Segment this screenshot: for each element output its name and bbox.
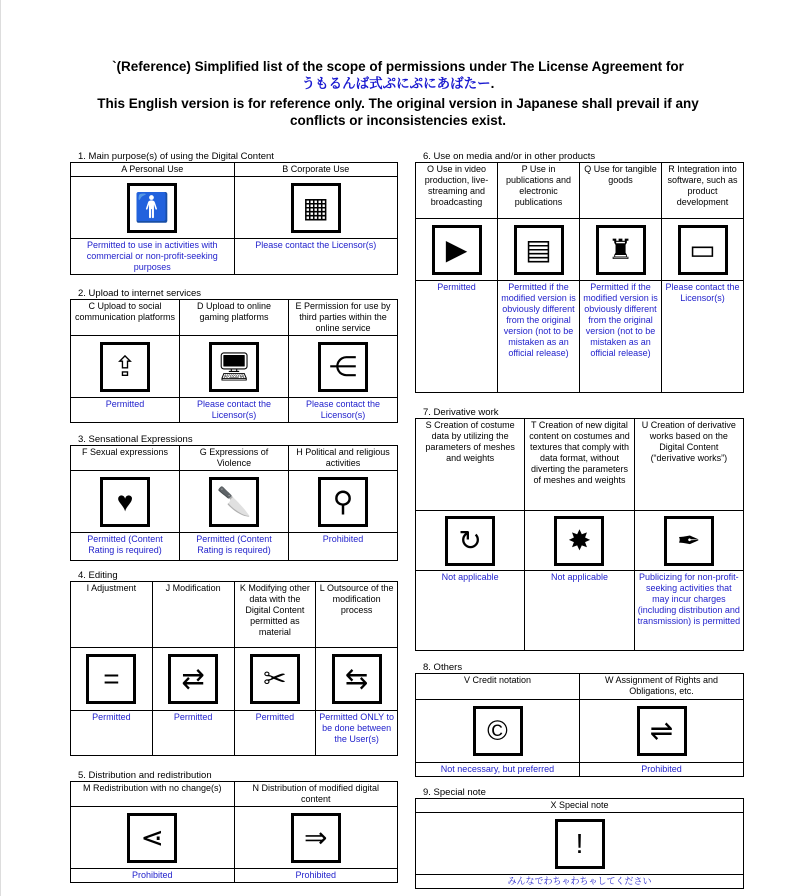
permission-result: Permitted <box>234 711 316 756</box>
icon-cell <box>234 807 398 869</box>
building-icon <box>291 183 341 233</box>
figure-goods-icon <box>596 225 646 275</box>
exclamation-icon-glyph: ! <box>575 827 584 859</box>
adjust-icon-glyph: = <box>103 663 120 694</box>
permission-result: Permitted ONLY to be done between the User(s) <box>316 711 398 756</box>
permission-result: Permitted to use in activities with commercial or non-profit-seeking purposes <box>71 239 235 275</box>
permission-header: J Modification <box>152 582 234 648</box>
share-folder-icon <box>127 813 177 863</box>
icon-cell <box>71 807 235 869</box>
icon-cell <box>662 219 744 281</box>
row-icon <box>71 336 398 398</box>
section-4 <box>70 570 398 756</box>
row-icon <box>71 471 398 533</box>
video-play-icon <box>432 225 482 275</box>
permission-header: G Expressions of Violence <box>180 446 289 471</box>
transfer-icon <box>637 706 687 756</box>
icon-cell <box>289 336 398 398</box>
row-header <box>71 300 398 336</box>
product-name: うもるんば式ぷにぷにあばたー <box>301 76 491 91</box>
exclamation-icon <box>555 819 605 869</box>
row-icon <box>416 700 744 763</box>
icon-cell <box>234 648 316 711</box>
video-play-icon-glyph: ▶ <box>445 233 468 265</box>
icon-cell <box>416 700 580 763</box>
icon-cell <box>71 471 180 533</box>
icon-cell <box>180 471 289 533</box>
row-result <box>71 239 398 275</box>
icon-cell <box>71 177 235 239</box>
section-9 <box>415 787 744 889</box>
modify-icon <box>168 654 218 704</box>
row-header <box>71 782 398 807</box>
title-line-1: `(Reference) Simplified list of the scope of permissions under The License Agreement for <box>112 59 684 74</box>
icon-cell <box>634 511 743 571</box>
permission-header: P Use in publications and electronic publications <box>498 163 580 219</box>
row-result <box>416 281 744 393</box>
icon-cell <box>416 511 525 571</box>
icon-cell <box>416 813 744 875</box>
permissions-table <box>415 798 744 889</box>
row-icon <box>71 648 398 711</box>
permission-header: H Political and religious activities <box>289 446 398 471</box>
permission-header: S Creation of costume data by utilizing the parameters of meshes and weights <box>416 419 525 511</box>
upload-monitor-icon-glyph: 🖥 <box>216 350 252 382</box>
permission-result: Prohibited <box>234 869 398 883</box>
outsource-icon-glyph: ⇆ <box>344 663 369 694</box>
share-users-icon-glyph: ⋲ <box>329 350 357 382</box>
row-result <box>416 763 744 777</box>
section-2 <box>70 288 398 423</box>
document-icon-glyph: ▤ <box>525 233 552 265</box>
permissions-table <box>70 781 398 883</box>
section-label: 7. Derivative work <box>423 407 499 418</box>
row-result <box>71 711 398 756</box>
section-8 <box>415 662 744 777</box>
icon-cell <box>71 336 180 398</box>
permission-header: V Credit notation <box>416 674 580 700</box>
permission-result: Not necessary, but preferred <box>416 763 580 777</box>
permission-header: I Adjustment <box>71 582 153 648</box>
permission-result: Prohibited <box>580 763 744 777</box>
permission-header: M Redistribution with no change(s) <box>71 782 235 807</box>
permission-header: R Integration into software, such as product development <box>662 163 744 219</box>
texture-icon <box>554 516 604 566</box>
section-label: 4. Editing <box>78 570 118 581</box>
permission-result: Please contact the Licensor(s) <box>234 239 398 275</box>
upload-monitor-icon <box>209 342 259 392</box>
permission-header: B Corporate Use <box>234 163 398 177</box>
row-result <box>416 571 744 651</box>
row-result <box>71 869 398 883</box>
permission-result: Prohibited <box>289 533 398 561</box>
row-header <box>416 163 744 219</box>
icon-cell <box>71 648 153 711</box>
permissions-table <box>415 162 744 393</box>
transfer-icon-glyph: ⇌ <box>649 715 674 746</box>
section-1 <box>70 151 398 275</box>
permission-result: Not applicable <box>525 571 634 651</box>
material-icon <box>250 654 300 704</box>
icon-cell <box>498 219 580 281</box>
permission-header: A Personal Use <box>71 163 235 177</box>
permission-result: Please contact the Licensor(s) <box>180 398 289 423</box>
icon-cell <box>416 219 498 281</box>
row-header <box>71 582 398 648</box>
permission-header: T Creation of new digital content on costumes and textures that comply with data format, without diverting the parameters of meshes and weights <box>525 419 634 511</box>
permission-header: C Upload to social communication platforms <box>71 300 180 336</box>
permission-result: Publicizing for non-profit-seeking activities that may incur charges (including distribution and transmission) is permitted <box>634 571 743 651</box>
software-window-icon-glyph: ▭ <box>689 233 716 265</box>
upload-avatar-icon <box>100 342 150 392</box>
permission-result: Permitted <box>152 711 234 756</box>
permission-result: Please contact the Licensor(s) <box>289 398 398 423</box>
permission-header: F Sexual expressions <box>71 446 180 471</box>
section-label: 9. Special note <box>423 787 486 798</box>
section-6 <box>415 151 744 393</box>
section-label: 6. Use on media and/or in other products <box>423 151 596 162</box>
row-header <box>416 799 744 813</box>
knife-icon <box>209 477 259 527</box>
copyright-icon <box>473 706 523 756</box>
permissions-table <box>70 445 398 561</box>
icon-cell <box>525 511 634 571</box>
software-window-icon <box>678 225 728 275</box>
document-icon <box>514 225 564 275</box>
permissions-table <box>70 581 398 756</box>
permission-result: Permitted (Content Rating is required) <box>71 533 180 561</box>
permission-result: Permitted <box>71 398 180 423</box>
section-7 <box>415 407 744 651</box>
podium-icon-glyph: ⚲ <box>332 485 354 517</box>
permission-header: X Special note <box>416 799 744 813</box>
permission-result: Prohibited <box>71 869 235 883</box>
share-users-icon <box>318 342 368 392</box>
row-header <box>71 446 398 471</box>
icon-cell <box>180 336 289 398</box>
section-label: 2. Upload to internet services <box>78 288 202 299</box>
row-icon <box>416 813 744 875</box>
row-icon <box>416 219 744 281</box>
section-label: 8. Others <box>423 662 463 673</box>
costume-icon <box>445 516 495 566</box>
row-icon <box>416 511 744 571</box>
permission-header: L Outsource of the modification process <box>316 582 398 648</box>
row-result <box>416 875 744 889</box>
row-result <box>71 398 398 423</box>
icon-cell <box>580 700 744 763</box>
building-icon-glyph: ▦ <box>302 191 329 223</box>
section-5 <box>70 770 398 883</box>
permission-header: Q Use for tangible goods <box>580 163 662 219</box>
row-icon <box>71 177 398 239</box>
hearts-icon <box>100 477 150 527</box>
title-period: . <box>490 76 495 91</box>
row-header <box>71 163 398 177</box>
row-header <box>416 674 744 700</box>
permissions-table <box>415 673 744 777</box>
texture-icon-glyph: ✸ <box>567 524 592 556</box>
outsource-icon <box>332 654 382 704</box>
section-label: 5. Distribution and redistribution <box>78 770 212 781</box>
material-icon-glyph: ✂ <box>263 663 287 694</box>
adjust-icon <box>86 654 136 704</box>
section-3 <box>70 434 398 561</box>
share-folder-icon-glyph: ⋖ <box>140 821 164 853</box>
podium-icon <box>318 477 368 527</box>
permission-result: みんなでわちゃわちゃしてください <box>416 875 744 889</box>
permission-header: U Creation of derivative works based on the Digital Content (“derivative works”) <box>634 419 743 511</box>
permissions-table <box>70 162 398 275</box>
title-line-2 <box>41 75 755 92</box>
row-header <box>416 419 744 511</box>
modify-icon-glyph: ⇄ <box>181 663 205 694</box>
icon-cell <box>316 648 398 711</box>
permissions-table <box>415 418 744 651</box>
permission-header: O Use in video production, live-streaming and broadcasting <box>416 163 498 219</box>
permission-header: K Modifying other data with the Digital Content permitted as material <box>234 582 316 648</box>
person-icon-glyph: 🚹 <box>134 191 170 223</box>
share-modified-icon-glyph: ⇒ <box>304 821 328 853</box>
permission-result: Permitted (Content Rating is required) <box>180 533 289 561</box>
permission-result: Not applicable <box>416 571 525 651</box>
permission-result: Permitted if the modified version is obviously different from the original version (not to be mistaken as an official release) <box>580 281 662 393</box>
upload-avatar-icon-glyph: ⇪ <box>113 350 137 382</box>
permission-header: N Distribution of modified digital content <box>234 782 398 807</box>
permission-header: W Assignment of Rights and Obligations, etc. <box>580 674 744 700</box>
pen-icon-glyph: ✒ <box>677 524 701 556</box>
permissions-table <box>70 299 398 423</box>
icon-cell <box>580 219 662 281</box>
icon-cell <box>234 177 398 239</box>
copyright-icon-glyph: © <box>487 715 508 746</box>
hearts-icon-glyph: ♥ <box>116 485 134 517</box>
figure-goods-icon-glyph: ♜ <box>607 233 634 265</box>
pen-icon <box>664 516 714 566</box>
person-icon <box>127 183 177 233</box>
icon-cell <box>152 648 234 711</box>
title-disclaimer: This English version is for reference only. The original version in Japanese shall prevail if any conflicts or inconsistencies exist. <box>97 96 699 128</box>
costume-icon-glyph: ↻ <box>458 524 482 556</box>
share-modified-icon <box>291 813 341 863</box>
permission-result: Permitted if the modified version is obviously different from the original version (not to be mistaken as an official release) <box>498 281 580 393</box>
permission-header: D Upload to online gaming platforms <box>180 300 289 336</box>
permission-header: E Permission for use by third parties within the online service <box>289 300 398 336</box>
section-label: 3. Sensational Expressions <box>78 434 193 445</box>
permission-result: Permitted <box>416 281 498 393</box>
icon-cell <box>289 471 398 533</box>
row-icon <box>71 807 398 869</box>
row-result <box>71 533 398 561</box>
permission-result: Permitted <box>71 711 153 756</box>
knife-icon-glyph: 🔪 <box>216 485 252 517</box>
permission-result: Please contact the Licensor(s) <box>662 281 744 393</box>
section-label: 1. Main purpose(s) of using the Digital Content <box>78 151 274 162</box>
